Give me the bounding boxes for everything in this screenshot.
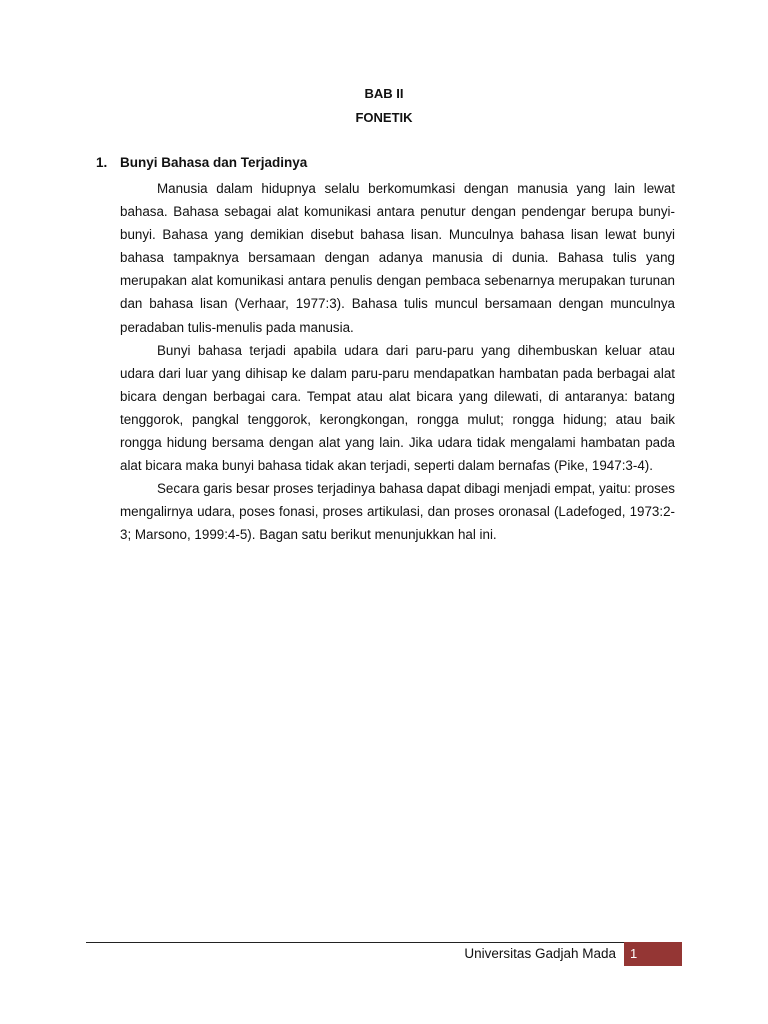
page-number-badge [624,942,682,966]
section-heading-text: Bunyi Bahasa dan Terjadinya [120,155,308,170]
footer-institution: Universitas Gadjah Mada [464,946,616,961]
paragraph: Manusia dalam hidupnya selalu berkomumkasi dengan manusia yang lain lewat bahasa. Bahasa sebagai alat komunikasi antara penutur dengan pendengar berupa bunyi-bunyi. Bahasa yang demikian disebut bahasa lisan. Munculnya bahasa lisan lewat bunyi bahasa tampaknya bersamaan dengan adanya manusia di dunia. Bahasa tulis yang merupakan alat komunikasi antara penulis dengan pembaca sebenarnya merupakan turunan dan bahasa lisan (Verhaar, 1977:3). Bahasa tulis muncul bersamaan dengan munculnya peradaban tulis-menulis pada manusia. [120,181,675,335]
section-number: 1. [96,155,108,170]
section-heading [96,155,307,171]
page-number: 1 [630,946,638,961]
chapter-title: FONETIK [355,110,413,125]
paragraph: Bunyi bahasa terjadi apabila udara dari paru-paru yang dihembuskan keluar atau udara dari luar yang dihisap ke dalam paru-paru mendapatkan hambatan pada berbagai alat bicara dengan berbagai cara. Tempat atau alat bicara yang dilewati, di antaranya: batang tenggorok, pangkal tenggorok, kerongkongan, rongga mulut; rongga hidung; atau baik rongga hidung bersama dengan alat yang lain. Jika udara tidak mengalami hambatan pada alat bicara maka bunyi bahasa tidak akan terjadi, seperti dalam bernafas (Pike, 1947:3-4). [120,342,675,474]
body-text [120,177,675,547]
paragraph: Secara garis besar proses terjadinya bahasa dapat dibagi menjadi empat, yaitu: proses mengalirnya udara, poses fonasi, proses artikulasi, dan proses oronasal (Ladefoged, 1973:2-3; Marsono, 1999:4-5). Bagan satu berikut menunjukkan hal ini. [120,481,675,543]
footer-divider [86,942,624,943]
chapter-label: BAB II [364,86,404,101]
